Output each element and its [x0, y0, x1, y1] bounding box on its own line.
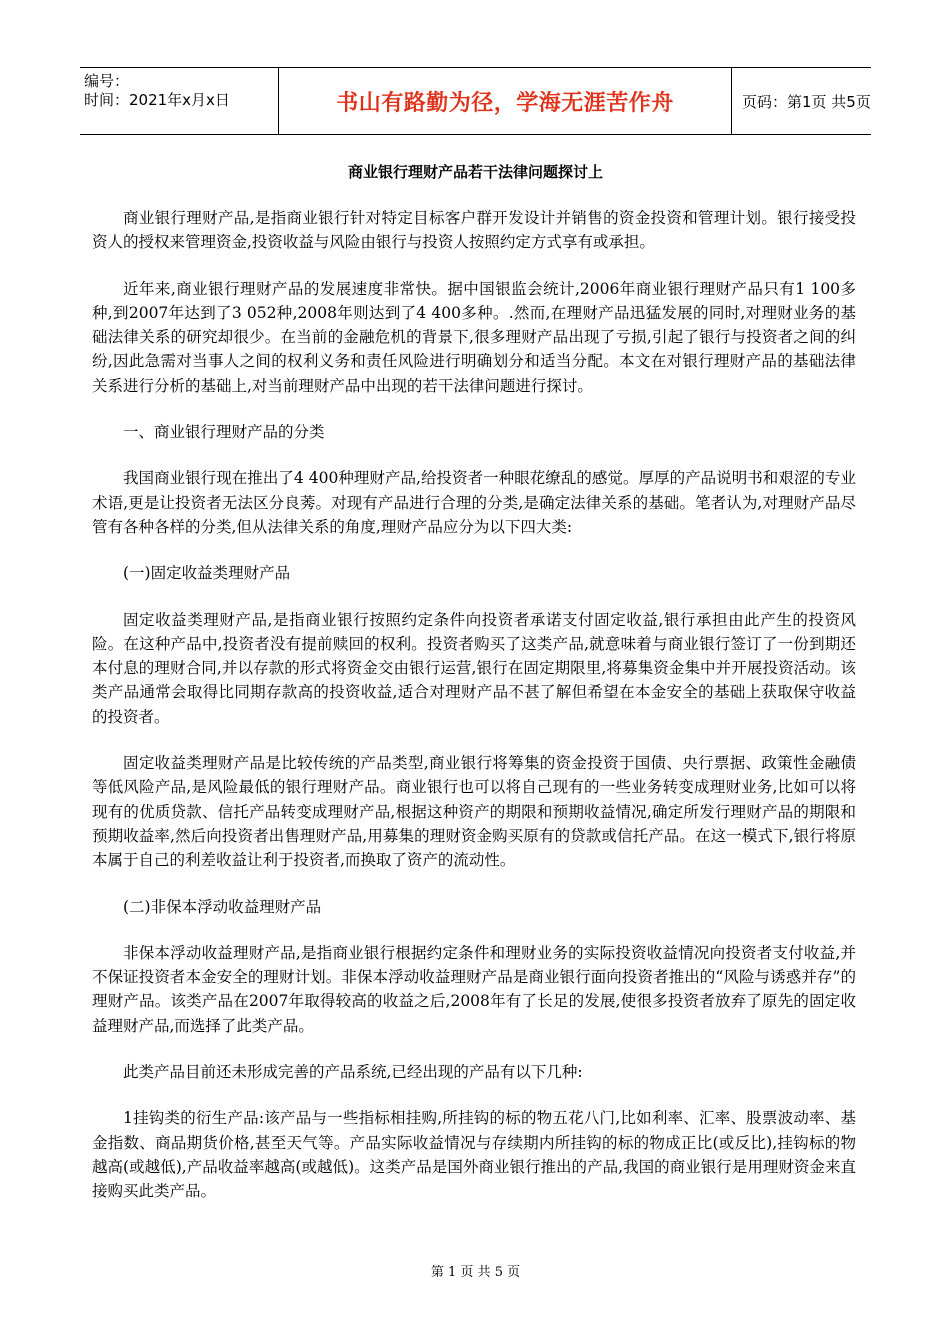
paragraph: 固定收益类理财产品,是指商业银行按照约定条件向投资者承诺支付固定收益,银行承担由此产生的投资风险。在这种产品中,投资者没有提前赎回的权利。投资者购买了这类产品,就意味着与商业银行签订了一份到期还本付息的理财合同,并以存款的形式将资金交由银行运营,银行在固定期限里,将募集资金集中并开展投资活动。该类产品通常会取得比同期存款高的投资收益,适合对理财产品不甚了解但希望在本金安全的基础上获取保守收益的投资者。	[92, 610, 856, 726]
document-title: 商业银行理财产品若干法律问题探讨上	[347, 163, 603, 181]
header-page-label: 页码：第1页 共5页	[742, 92, 871, 111]
page-header	[80, 67, 871, 135]
header-page-cell	[732, 68, 871, 134]
paragraph: 我国商业银行现在推出了4 400种理财产品,给投资者一种眼花缭乱的感觉。厚厚的产品说明书和艰涩的专业术语,更是让投资者无法区分良莠。对现有产品进行合理的分类,是确定法律关系的基础。笔者认为,对理财产品尽管有各种各样的分类,但从法律关系的角度,理财产品应分为以下四大类:	[92, 469, 856, 536]
section-heading: 一、商业银行理财产品的分类	[123, 423, 325, 442]
header-motto-cell	[278, 68, 732, 134]
paragraph: 商业银行理财产品,是指商业银行针对特定目标客户群开发设计并销售的资金投资和管理计划。银行接受投资人的授权来管理资金,投资收益与风险由银行与投资人按照约定方式享有或承担。	[92, 209, 856, 252]
page-footer: 第 1 页 共 5 页	[430, 1265, 521, 1280]
document-number-label: 编号：	[84, 72, 130, 90]
paragraph: 1挂钩类的衍生产品:该产品与一些指标相挂购,所挂钩的标的物五花八门,比如利率、汇率、股票波动率、基金指数、商品期货价格,甚至天气等。产品实际收益情况与存续期内所挂钩的标的物成正比(或反比),挂钩标的物越高(或越低),产品收益率越高(或越低)。这类产品是国外商业银行推出的产品,我国的商业银行是用理财资金来直接购买此类产品。	[92, 1109, 856, 1201]
paragraph: 近年来,商业银行理财产品的发展速度非常快。据中国银监会统计,2006年商业银行理财产品只有1 100多种,到2007年达到了3 052种,2008年则达到了4 400多种。.然而,在理财产品迅猛发展的同时,对理财业务的基础法律关系的研究却很少。在当前的金融危机的背景下,很多理财产品出现了亏损,引起了银行与投资者之间的纠纷,因此急需对当事人之间的权利义务和责任风险进行明确划分和适当分配。本文在对银行理财产品的基础法律关系进行分析的基础上,对当前理财产品中出现的若干法律问题进行探讨。	[92, 279, 856, 395]
subsection-heading: (二)非保本浮动收益理财产品	[123, 897, 322, 916]
motto-text: 书山有路勤为径，学海无涯苦作舟	[336, 90, 674, 116]
paragraph: 此类产品目前还未形成完善的产品系统,已经出现的产品有以下几种:	[123, 1063, 583, 1082]
document-body	[92, 206, 856, 1226]
subsection-heading: (一)固定收益类理财产品	[123, 564, 291, 583]
header-meta	[80, 68, 278, 134]
paragraph: 非保本浮动收益理财产品,是指商业银行根据约定条件和理财业务的实际投资收益情况向投资者支付收益,并不保证投资者本金安全的理财计划。非保本浮动收益理财产品是商业银行面向投资者推出的“风险与诱惑并存”的理财产品。该类产品在2007年取得较高的收益之后,2008年有了长足的发展,使很多投资者放弃了原先的固定收益理财产品,而选择了此类产品。	[92, 943, 856, 1035]
paragraph: 固定收益类理财产品是比较传统的产品类型,商业银行将筹集的资金投资于国债、央行票据、政策性金融债等低风险产品,是风险最低的银行理财产品。商业银行也可以将自己现有的一些业务转变成理财业务,比如可以将现有的优质贷款、信托产品转变成理财产品,根据这种资产的期限和预期收益情况,确定所发行理财产品的期限和预期收益率,然后向投资者出售理财产品,用募集的理财资金购买原有的贷款或信托产品。在这一模式下,银行将原本属于自己的利差收益让利于投资者,而换取了资产的流动性。	[92, 754, 856, 870]
document-time-label: 时间：2021年x月x日	[84, 91, 230, 109]
